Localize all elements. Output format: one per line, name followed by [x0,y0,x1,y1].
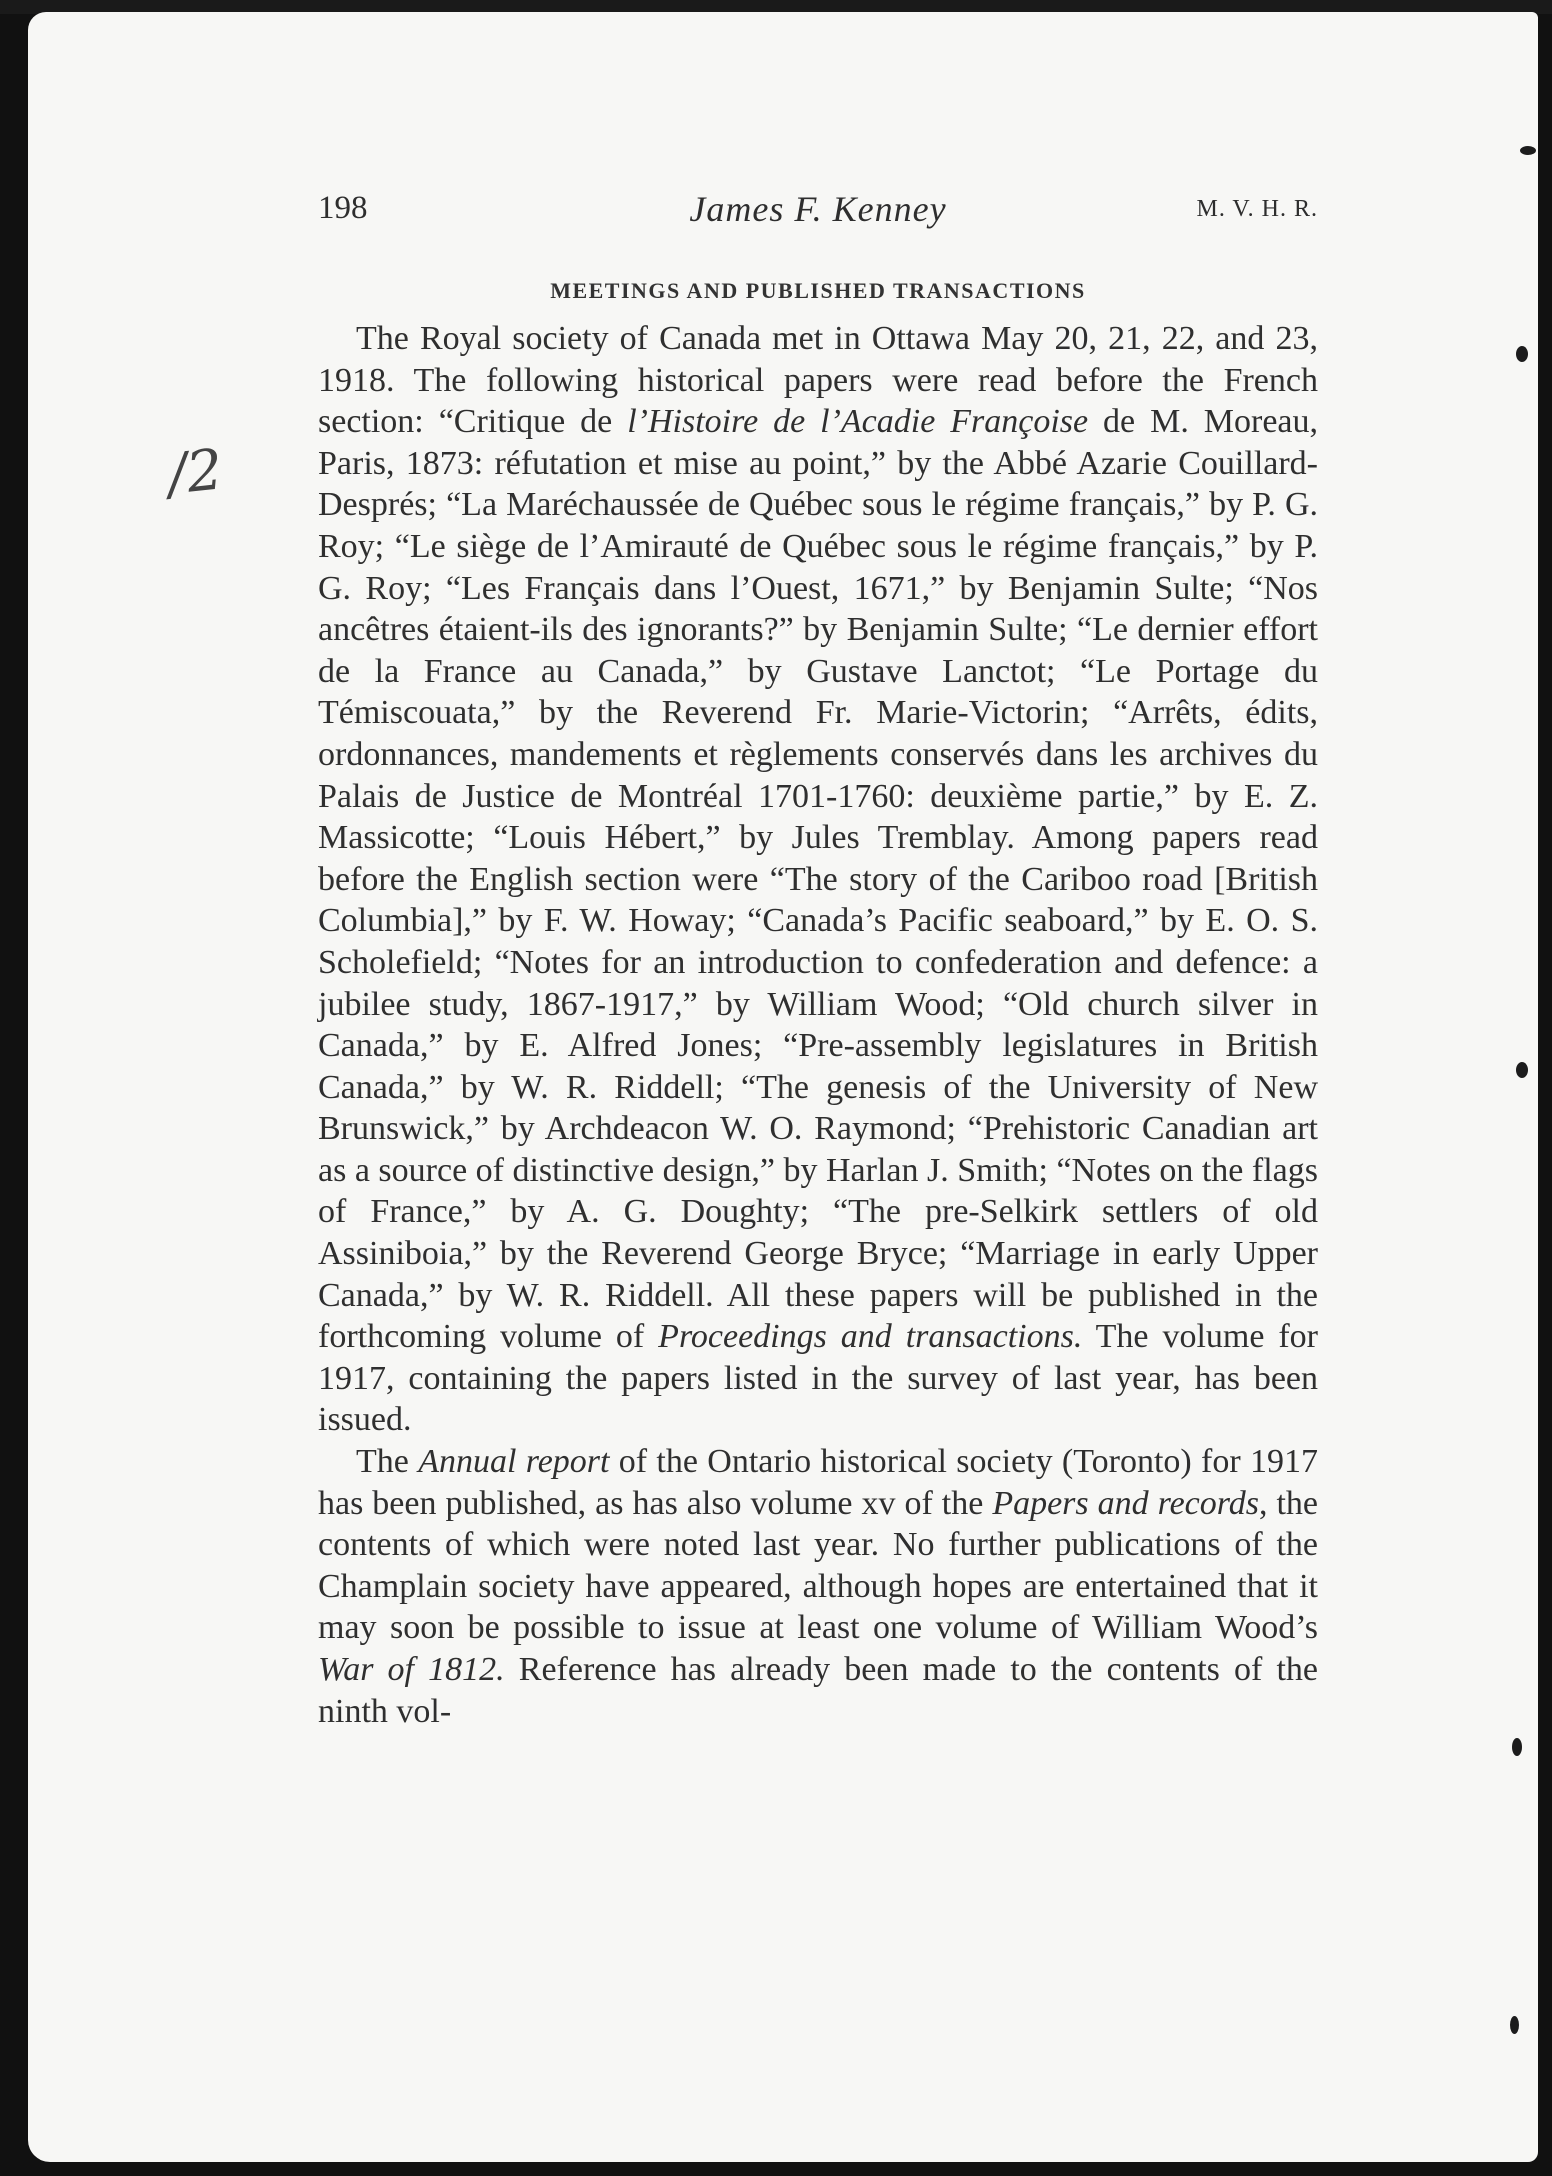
text-segment: of the Ontario historical society (Toronto) for 1917 has been published, as has also volume xv of the [318,1443,1319,1522]
text-segment: The volume for 1917, containing the papers listed in the survey of last year, has been issued. [318,1318,1318,1439]
running-title: James F. Kenney [689,189,947,229]
section-heading: MEETINGS AND PUBLISHED TRANSACTIONS [550,278,1086,303]
scan-mark [1520,146,1536,155]
paragraph [318,318,1318,1441]
scan-mark [1516,346,1528,362]
italic-text-segment: Papers and records [992,1484,1259,1522]
running-head [318,186,1318,238]
page-number: 198 [318,190,368,226]
italic-text-segment: l’Histoire de l’Acadie Françoise [627,403,1089,441]
text-segment: de M. Moreau, Paris, 1873: réfutation et mise au point,” by the Abbé Azarie Couillard-Després; “La Maréchaussée de Québec sous le régime français,” by P. G. Roy; “Le siège de l’Amirauté de Québec sous le régime français,” by P. G. Roy; “Les Français dans l’Ouest, 1671,” by Benjamin Sulte; “Nos ancêtres étaient-ils des ignorants?” by Benjamin Sulte; “Le dernier effort de la France au Canada,” by Gustave Lanctot; “Le Portage du Témiscouata,” by the Reverend Fr. Marie-Victorin; “Arrêts, édits, ordonnances, mandements et règlements conservés dans les archives du Palais de Justice de Montréal 1701-1760: deuxième partie,” by E. Z. Massicotte; “Louis Hébert,” by Jules Tremblay. Among papers read before the English section were “The story of the Cariboo road [British Columbia],” by F. W. Howay; “Canada’s Pacific seaboard,” by E. O. S. Scholefield; “Notes for an introduction to confederation and defence: a jubilee study, 1867-1917,” by William Wood; “Old church silver in Canada,” by E. Alfred Jones; “Pre-assembly legislatures in British Canada,” by W. R. Riddell; “The genesis of the University of New Brunswick,” by Archdeacon W. O. Raymond; “Prehistoric Canadian art as a source of distinctive design,” by Harlan J. Smith; “Notes on the flags of France,” by A. G. Doughty; “The pre-Selkirk settlers of old Assiniboia,” by the Reverend George Bryce; “Marriage in early Upper Canada,” by W. R. Riddell. All these papers will be published in the forthcoming volume of [318,403,1318,1356]
italic-text-segment: Annual report [418,1443,610,1481]
italic-text-segment: Proceedings and transactions. [658,1318,1083,1356]
paragraph [318,1441,1318,1732]
scan-mark [1516,1062,1528,1078]
text-segment: The [356,1443,419,1481]
text-segment: Reference has already been made to the contents of the ninth vol- [318,1651,1318,1730]
journal-abbreviation: M. V. H. R. [1196,196,1318,222]
text-segment: The Royal society of Canada met in Ottawa May 20, 21, 22, and 23, 1918. The following historical papers were read before the French section: “Critique de [318,320,1318,441]
scan-mark [1510,2016,1519,2034]
handwritten-margin-note: /2 [164,437,226,508]
scan-mark [1512,1738,1522,1756]
italic-text-segment: War of 1812. [318,1651,505,1688]
body-text [318,318,1318,1732]
text-segment: , the contents of which were noted last year. No further publications of the Champlain society have appeared, although hopes are entertained that it may soon be possible to issue at least one volume of William Wood’s [318,1484,1318,1647]
